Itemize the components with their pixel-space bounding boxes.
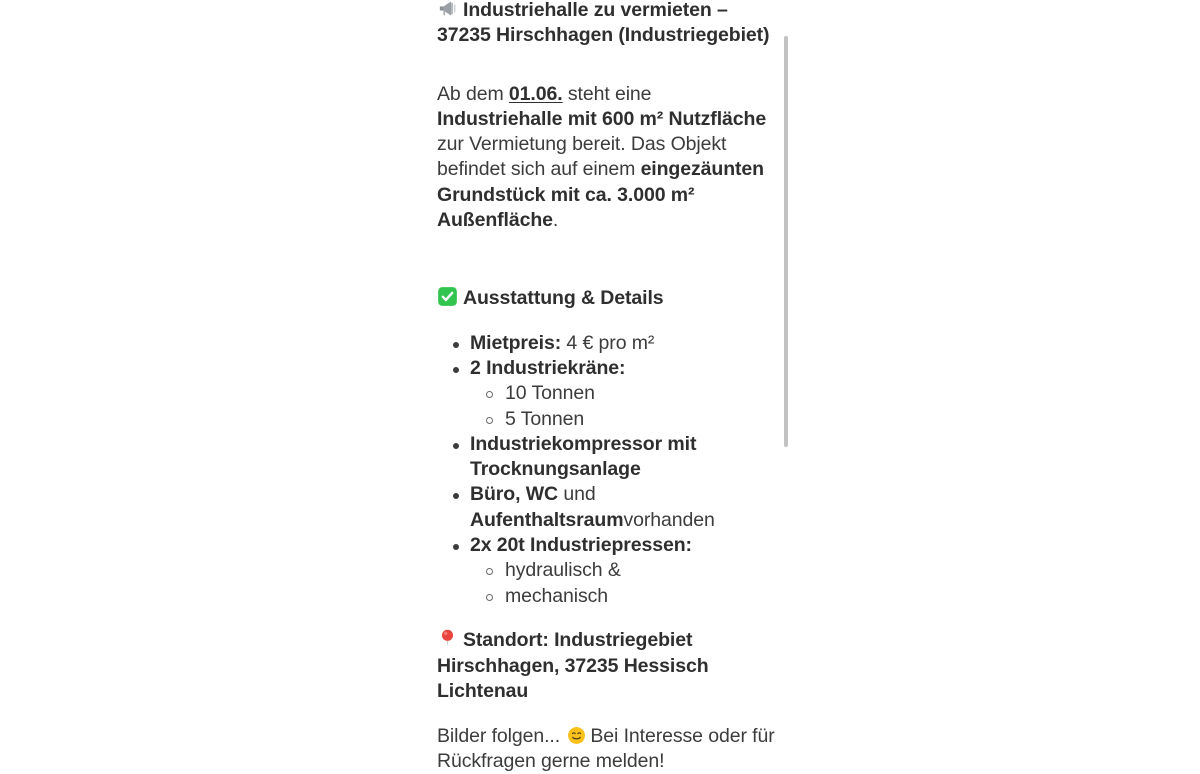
list-item: hydraulisch & (505, 558, 782, 583)
feature-label: Büro, WC (470, 483, 559, 506)
location-line (437, 628, 782, 704)
press-sublist (470, 558, 782, 609)
list-item: mechanisch (505, 584, 782, 609)
intro-text-part-1: Ab dem (437, 82, 509, 105)
list-item: 5 Tonnen (505, 407, 782, 432)
feature-conjunction: und (558, 483, 596, 506)
intro-text-part-4: . (552, 209, 559, 232)
feature-label: Industriekompressor mit Trocknungsanlage (470, 432, 697, 481)
feature-label-secondary: Aufenthaltsraum (470, 508, 624, 531)
list-item (470, 432, 782, 483)
spacer (437, 233, 782, 266)
closing-paragraph (437, 724, 782, 774)
closing-text-part-2: Bei Interesse oder für Rückfragen gerne melden! (437, 724, 775, 773)
headline-text: Industriehalle zu vermieten – 37235 Hirschhagen (Industriegebiet) (437, 0, 770, 47)
list-item (470, 533, 782, 609)
vertical-scrollbar-thumb[interactable] (784, 36, 788, 447)
post-headline (437, 0, 782, 49)
list-item (470, 482, 782, 533)
features-list (437, 331, 782, 609)
intro-text-part-2: steht eine (562, 82, 652, 105)
feature-value: 4 € pro m² (561, 331, 655, 354)
feature-value: vorhanden (623, 508, 715, 531)
location-text: Standort: Industriegebiet Hirschhagen, 37235 Hessisch Lichtenau (437, 629, 709, 703)
post-content (437, 0, 782, 774)
feature-label: 2x 20t Industriepressen: (470, 534, 692, 557)
list-item (470, 331, 782, 356)
round-pushpin-icon (437, 628, 458, 649)
feature-label: 2 Industriekräne: (470, 356, 626, 379)
features-heading (437, 286, 782, 311)
hall-size-highlight: Industriehalle mit 600 m² Nutzfläche (437, 107, 767, 130)
closing-text-part-1: Bilder folgen... (437, 724, 566, 747)
list-item: 10 Tonnen (505, 381, 782, 406)
list-item (470, 356, 782, 432)
intro-paragraph (437, 82, 782, 234)
check-mark-button-icon (437, 286, 458, 307)
spacer (437, 49, 782, 82)
smiling-face-icon (567, 726, 586, 745)
feature-label: Mietpreis: (470, 331, 562, 354)
outdoor-area-highlight: eingezäunten Grundstück mit ca. 3.000 m² Außenfläche (437, 158, 764, 232)
features-heading-text: Ausstattung & Details (463, 286, 664, 309)
crane-sublist (470, 381, 782, 432)
availability-date: 01.06. (508, 82, 563, 105)
intro-text-part-3: zur Vermietung bereit. Das Objekt befindet sich auf einem (437, 133, 727, 181)
loudspeaker-icon (437, 0, 458, 19)
